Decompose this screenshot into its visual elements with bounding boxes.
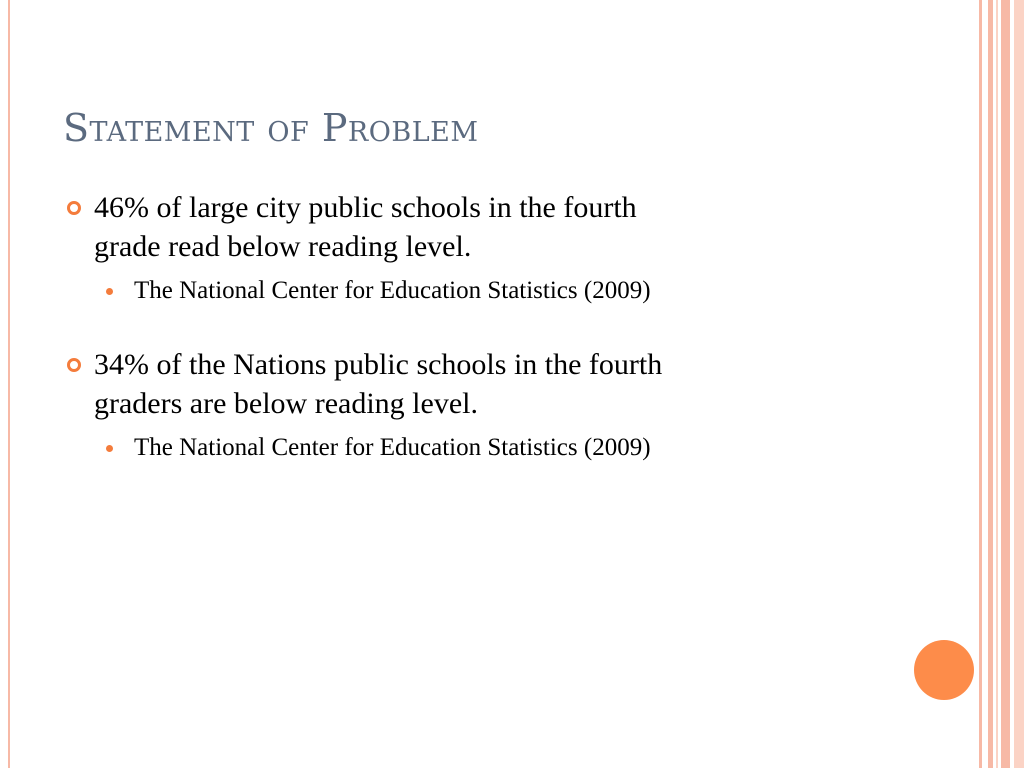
sub-bullet-item: [62, 273, 962, 309]
bullet-item: [62, 188, 962, 266]
slide-title: Statement of Problem: [63, 106, 479, 150]
bullet-text-line: 34% of the Nations public schools in the fourth: [94, 348, 663, 381]
left-border-line: [8, 0, 10, 768]
right-stripe: [1001, 0, 1010, 768]
ring-bullet-icon: [67, 358, 81, 372]
sub-bullet-text: The National Center for Education Statistics (2009): [134, 277, 651, 304]
right-stripe: [979, 0, 982, 768]
ring-bullet-icon: [67, 201, 81, 215]
sub-bullet-item: [62, 430, 962, 466]
right-stripe: [988, 0, 993, 768]
decorative-circle: [914, 640, 974, 700]
bullet-text-line: 46% of large city public schools in the fourth: [94, 191, 637, 224]
bullet-text-line: grade read below reading level.: [94, 230, 472, 263]
right-stripe: [1014, 0, 1024, 768]
sub-bullet-text: The National Center for Education Statistics (2009): [134, 434, 651, 461]
dot-bullet-icon: [106, 445, 113, 452]
dot-bullet-icon: [106, 288, 113, 295]
slide-content: [62, 188, 962, 466]
bullet-text-line: graders are below reading level.: [94, 387, 478, 420]
bullet-item: [62, 345, 962, 423]
right-stripe: [996, 0, 998, 768]
